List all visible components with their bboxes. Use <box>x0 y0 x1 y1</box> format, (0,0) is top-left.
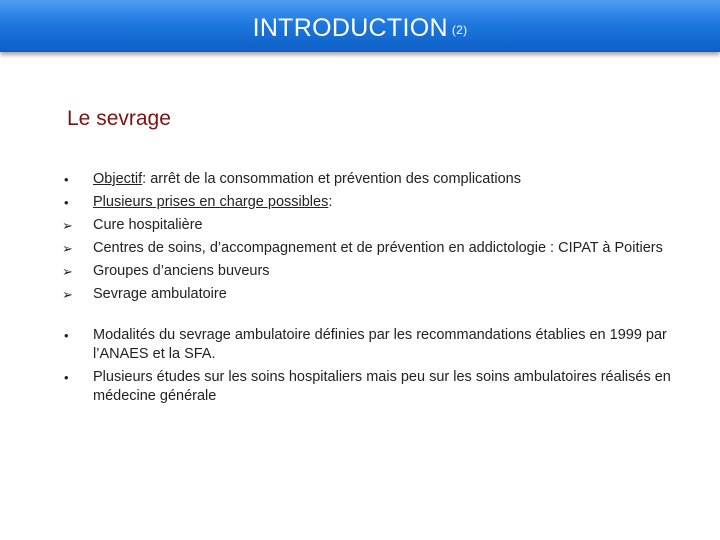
bullet-marker: • <box>64 328 69 343</box>
list-item-text <box>93 193 672 212</box>
list-item-text: Centres de soins, d’accompagnement et de prévention en addictologie : CIPAT à Poitiers <box>93 240 663 256</box>
arrow-bullet-icon: ➢ <box>62 218 73 233</box>
arrow-bullet-icon: ➢ <box>62 287 73 302</box>
title-banner <box>0 0 720 52</box>
list-item-text: Plusieurs études sur les soins hospitaliers mais peu sur les soins ambulatoires réalisés en médecine générale <box>93 369 671 404</box>
list-item <box>62 262 672 281</box>
list-item-rest: : arrêt de la consommation et prévention des complications <box>142 171 521 187</box>
list-item <box>62 239 672 258</box>
list-item-rest: : <box>328 194 333 210</box>
bullet-list <box>62 170 672 410</box>
list-item-text <box>93 170 672 189</box>
list-item-text: Groupes d’anciens buveurs <box>93 263 270 279</box>
bullet-marker: • <box>64 370 69 385</box>
list-spacer <box>62 308 672 326</box>
slide-title <box>0 14 720 44</box>
arrow-bullet-icon: ➢ <box>62 241 73 256</box>
list-item <box>62 285 672 304</box>
slide-title-text: INTRODUCTION <box>252 14 448 42</box>
list-item <box>62 216 672 235</box>
list-item <box>62 193 672 212</box>
section-heading: Le sevrage <box>67 107 171 130</box>
list-item <box>62 170 672 189</box>
underlined-term: Plusieurs prises en charge possibles <box>93 194 329 210</box>
slide-title-suffix: (2) <box>451 23 468 37</box>
arrow-bullet-icon: ➢ <box>62 264 73 279</box>
list-item-text: Modalités du sevrage ambulatoire définies par les recommandations établies en 1999 par l’ANAES et la SFA. <box>93 327 667 362</box>
list-item <box>62 326 672 364</box>
bullet-marker: • <box>64 172 69 187</box>
list-item <box>62 368 672 406</box>
bullet-marker: • <box>64 195 69 210</box>
underlined-term: Objectif <box>93 171 143 187</box>
list-item-text: Sevrage ambulatoire <box>93 286 227 302</box>
list-item-text: Cure hospitalière <box>93 217 203 233</box>
